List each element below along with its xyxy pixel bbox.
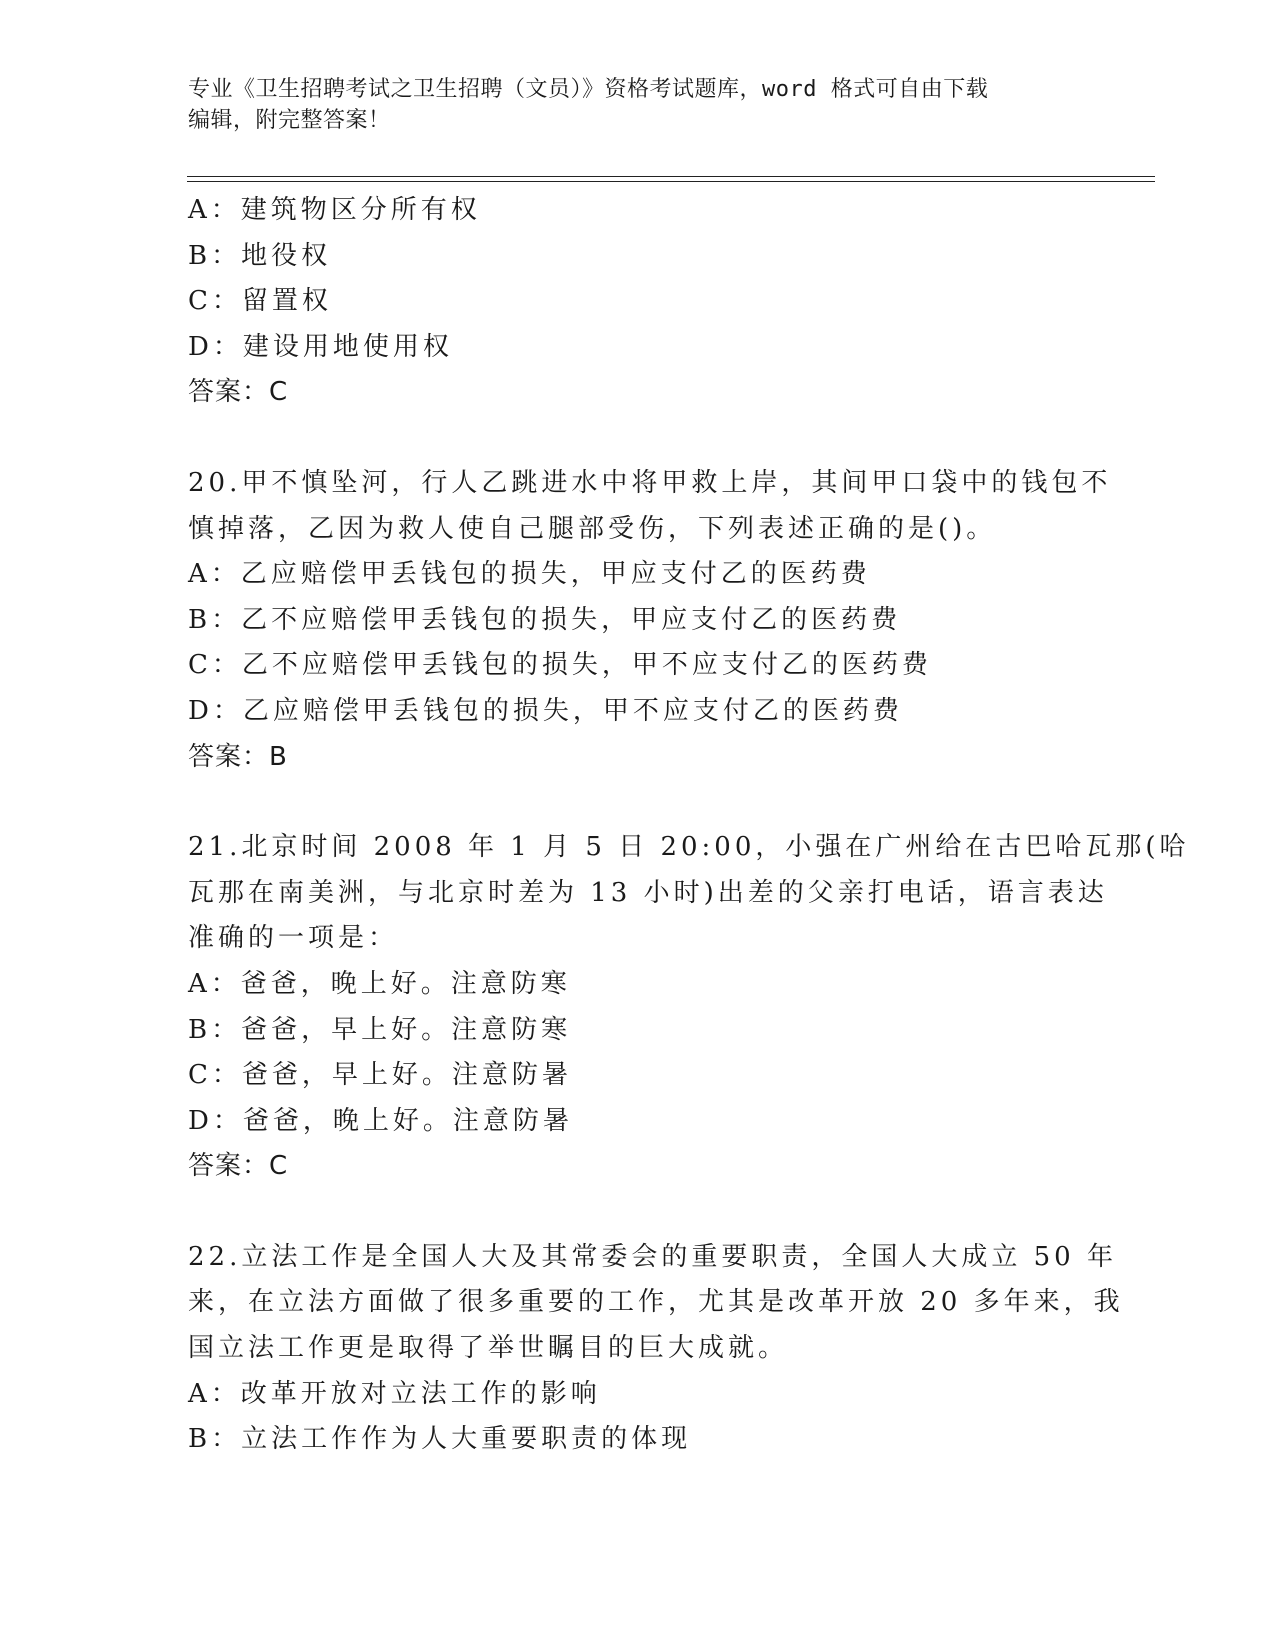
option-b: B：立法工作作为人大重要职责的体现 — [188, 1424, 692, 1455]
option-c: C：乙不应赔偿甲丢钱包的损失，甲不应支付乙的医药费 — [188, 650, 932, 681]
question-stem-line: 国立法工作更是取得了举世瞩目的巨大成就。 — [188, 1333, 789, 1364]
question-stem-line: 慎掉落，乙因为救人使自己腿部受伤，下列表述正确的是()。 — [188, 513, 997, 544]
question-block-22 — [188, 1235, 1124, 1463]
header-divider-bottom — [187, 181, 1155, 182]
question-list — [188, 188, 1190, 1463]
header-divider-top — [187, 176, 1155, 177]
answer-line: 答案：C — [188, 1151, 289, 1182]
document-header — [188, 74, 1088, 136]
answer-line: 答案：B — [188, 741, 288, 772]
question-block-20 — [188, 461, 1112, 780]
option-a: A：爸爸，晚上好。注意防寒 — [188, 968, 571, 999]
question-stem-line: 准确的一项是： — [188, 923, 399, 954]
header-line-1: 专业《卫生招聘考试之卫生招聘（文员）》资格考试题库，word 格式可自由下载 — [188, 77, 989, 102]
option-b: B：地役权 — [188, 240, 332, 271]
question-block-21 — [188, 825, 1190, 1190]
header-line-2: 编辑，附完整答案！ — [188, 108, 391, 133]
question-block-19 — [188, 188, 1088, 416]
option-c: C：留置权 — [188, 286, 332, 317]
question-stem-line: 22.立法工作是全国人大及其常委会的重要职责，全国人大成立 50 年 — [188, 1241, 1117, 1272]
option-d: D：爸爸，晚上好。注意防暑 — [188, 1105, 573, 1136]
question-stem-line: 瓦那在南美洲，与北京时差为 13 小时)出差的父亲打电话，语言表达 — [188, 877, 1108, 908]
option-a: A：乙应赔偿甲丢钱包的损失，甲应支付乙的医药费 — [188, 559, 871, 590]
question-stem-line: 21.北京时间 2008 年 1 月 5 日 20:00，小强在广州给在古巴哈瓦那(哈 — [188, 832, 1190, 863]
option-d: D：乙应赔偿甲丢钱包的损失，甲不应支付乙的医药费 — [188, 695, 903, 726]
option-a: A：改革开放对立法工作的影响 — [188, 1378, 601, 1409]
option-b: B：乙不应赔偿甲丢钱包的损失，甲应支付乙的医药费 — [188, 604, 902, 635]
option-c: C：爸爸，早上好。注意防暑 — [188, 1060, 572, 1091]
option-a: A：建筑物区分所有权 — [188, 195, 481, 225]
question-stem-line: 来，在立法方面做了很多重要的工作，尤其是改革开放 20 多年来，我 — [188, 1287, 1124, 1318]
option-b: B：爸爸，早上好。注意防寒 — [188, 1014, 572, 1045]
option-d: D：建设用地使用权 — [188, 331, 453, 362]
answer-line: 答案：C — [188, 377, 289, 408]
question-stem-line: 20.甲不慎坠河，行人乙跳进水中将甲救上岸，其间甲口袋中的钱包不 — [188, 467, 1112, 498]
